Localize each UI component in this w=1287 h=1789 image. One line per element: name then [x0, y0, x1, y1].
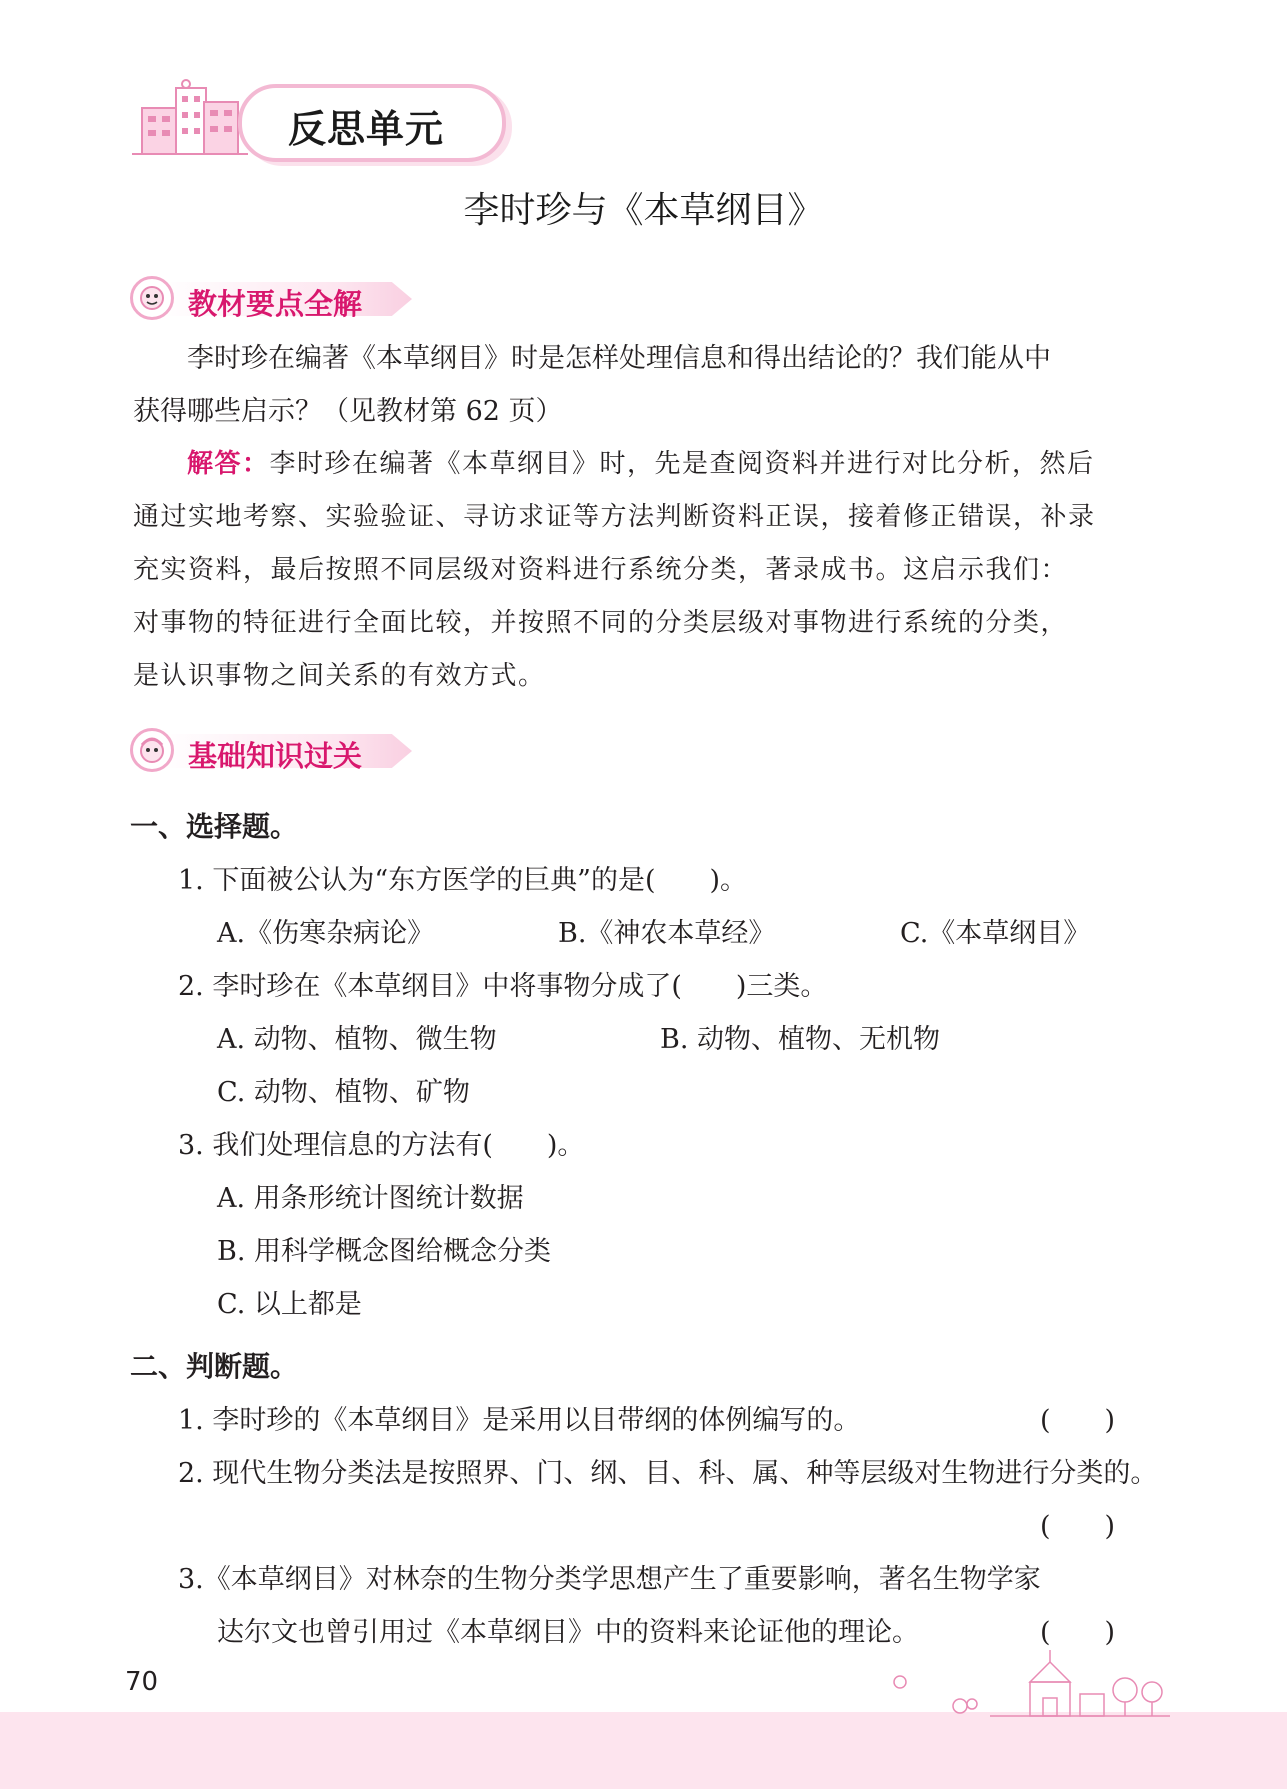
- question-text-2: [133, 385, 1133, 438]
- answer-text: 李时珍在编著《本草纲目》时，先是查阅资料并进行对比分析，然后: [269, 449, 1095, 479]
- answer-line-2: 通过实地考察、实验验证、寻访求证等方法判断资料正误，接着修正错误，补录: [133, 502, 1096, 532]
- judge-2: 2. 现代生物分类法是按照界、门、纲、目、科、属、种等层级对生物进行分类的。: [178, 1458, 1158, 1489]
- question-3-stem: 3. 我们处理信息的方法有( )。: [178, 1130, 585, 1161]
- option-1a: A.《伤寒杂病论》: [217, 918, 435, 949]
- question-2-stem: 2. 李时珍在《本草纲目》中将事物分成了( )三类。: [178, 971, 828, 1002]
- question-1-stem: 1. 下面被公认为“东方医学的巨典”的是( )。: [178, 865, 748, 896]
- section-badge-key-points: [130, 276, 420, 322]
- answer-blank[interactable]: ( ): [1040, 1405, 1116, 1436]
- option-2b: B. 动物、植物、无机物: [660, 1024, 941, 1055]
- section-badge-basic-knowledge: [130, 728, 420, 774]
- answer-line-5: 是认识事物之间关系的有效方式。: [133, 661, 546, 691]
- answer-blank[interactable]: ( ): [1040, 1617, 1116, 1648]
- option-3b: B. 用科学概念图给概念分类: [217, 1236, 552, 1267]
- answer-line-3: 充实资料，最后按照不同层级对资料进行系统分类，著录成书。这启示我们：: [133, 555, 1069, 585]
- option-3c: C. 以上都是: [217, 1289, 362, 1320]
- option-2c: C. 动物、植物、矿物: [217, 1077, 470, 1108]
- section-label: 基础知识过关: [188, 739, 363, 773]
- unit-banner: [128, 78, 508, 160]
- answer-line-1: [133, 438, 1133, 491]
- footer-band: [0, 1712, 1287, 1789]
- option-1c: C.《本草纲目》: [900, 918, 1091, 949]
- lesson-title: 李时珍与《本草纲目》: [463, 190, 824, 231]
- question-text: [133, 332, 1133, 385]
- judge-3-line-1: 3.《本草纲目》对林奈的生物分类学思想产生了重要影响，著名生物学家: [178, 1564, 1041, 1595]
- option-3a: A. 用条形统计图统计数据: [217, 1183, 524, 1214]
- answer-label: 解答：: [187, 449, 270, 479]
- choice-heading: 一、选择题。: [130, 810, 299, 843]
- question-line: 李时珍在编著《本草纲目》时是怎样处理信息和得出结论的？我们能从中: [187, 343, 1051, 374]
- option-1b: B.《神农本草经》: [558, 918, 776, 949]
- judge-heading: 二、判断题。: [130, 1350, 299, 1383]
- judge-1: 1. 李时珍的《本草纲目》是采用以目带纲的体例编写的。: [178, 1405, 861, 1436]
- page-number: 70: [125, 1667, 159, 1697]
- mascot-icon: [130, 276, 174, 320]
- answer-line-4: 对事物的特征进行全面比较，并按照不同的分类层级对事物进行系统的分类，: [133, 608, 1069, 638]
- option-2a: A. 动物、植物、微生物: [217, 1024, 497, 1055]
- castle-decoration-icon: [880, 1648, 1170, 1720]
- unit-title: 反思单元: [288, 107, 445, 151]
- judge-3-line-2: 达尔文也曾引用过《本草纲目》中的资料来论证他的理论。: [217, 1617, 919, 1648]
- answer-blank[interactable]: ( ): [1040, 1511, 1116, 1542]
- mascot-icon: [130, 728, 174, 772]
- question-line: 获得哪些启示？（见教材第 62 页）: [133, 396, 563, 427]
- section-label: 教材要点全解: [188, 287, 363, 321]
